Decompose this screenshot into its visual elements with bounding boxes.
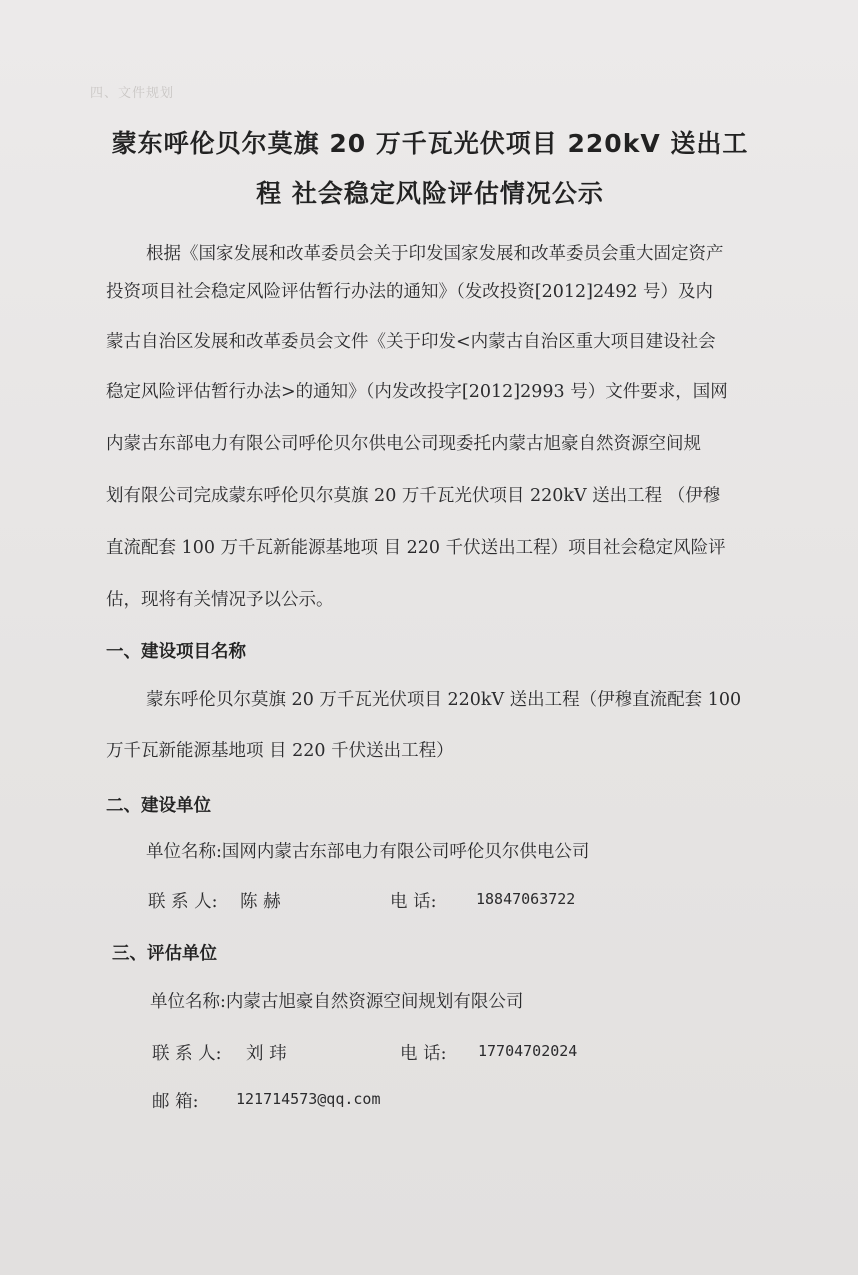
intro-line: 根据《国家发展和改革委员会关于印发国家发展和改革委员会重大固定资产 xyxy=(146,244,724,264)
section-3-heading: 三、评估单位 xyxy=(112,944,217,964)
section-3-email-value: 121714573@qq.com xyxy=(236,1090,381,1108)
section-1-heading: 一、建设项目名称 xyxy=(106,642,246,662)
section-2-phone-value: 18847063722 xyxy=(476,890,576,908)
section-3-phone-label: 电 话: xyxy=(400,1044,447,1064)
intro-line: 内蒙古东部电力有限公司呼伦贝尔供电公司现委托内蒙古旭豪自然资源空间规 xyxy=(106,434,701,454)
intro-line: 投资项目社会稳定风险评估暂行办法的通知》（发改投资[2012]2492 号）及内 xyxy=(106,282,714,302)
intro-line: 蒙古自治区发展和改革委员会文件《关于印发<内蒙古自治区重大项目建设社会 xyxy=(106,332,716,352)
intro-line: 估，现将有关情况予以公示。 xyxy=(106,590,334,610)
section-3-contact-label: 联 系 人: xyxy=(152,1044,222,1064)
section-2-contact-label: 联 系 人: xyxy=(148,892,218,912)
section-3-contact-name: 刘 玮 xyxy=(246,1044,287,1064)
intro-line: 划有限公司完成蒙东呼伦贝尔莫旗 20 万千瓦光伏项目 220kV 送出工程 （伊穆 xyxy=(106,486,721,506)
section-2-phone-label: 电 话: xyxy=(390,892,437,912)
section-1-line: 万千瓦新能源基地项 目 220 千伏送出工程） xyxy=(106,741,454,761)
section-2-heading: 二、建设单位 xyxy=(106,796,211,816)
section-2-contact-name: 陈 赫 xyxy=(240,892,281,912)
ghost-text: 四、文件规划 xyxy=(90,86,175,101)
title-line-2: 程 社会稳定风险评估情况公示 xyxy=(256,179,604,208)
section-3-email-label: 邮 箱: xyxy=(152,1092,199,1112)
section-3-unit: 单位名称:内蒙古旭豪自然资源空间规划有限公司 xyxy=(150,992,524,1012)
intro-line: 稳定风险评估暂行办法>的通知》（内发改投字[2012]2993 号）文件要求，国网 xyxy=(106,382,728,402)
section-1-line: 蒙东呼伦贝尔莫旗 20 万千瓦光伏项目 220kV 送出工程（伊穆直流配套 100 xyxy=(146,690,742,710)
title-line-1: 蒙东呼伦贝尔莫旗 20 万千瓦光伏项目 220kV 送出工 xyxy=(111,129,749,158)
intro-line: 直流配套 100 万千瓦新能源基地项 目 220 千伏送出工程）项目社会稳定风险评 xyxy=(106,538,726,558)
section-2-unit: 单位名称:国网内蒙古东部电力有限公司呼伦贝尔供电公司 xyxy=(146,842,590,862)
section-3-phone-value: 17704702024 xyxy=(478,1042,578,1060)
